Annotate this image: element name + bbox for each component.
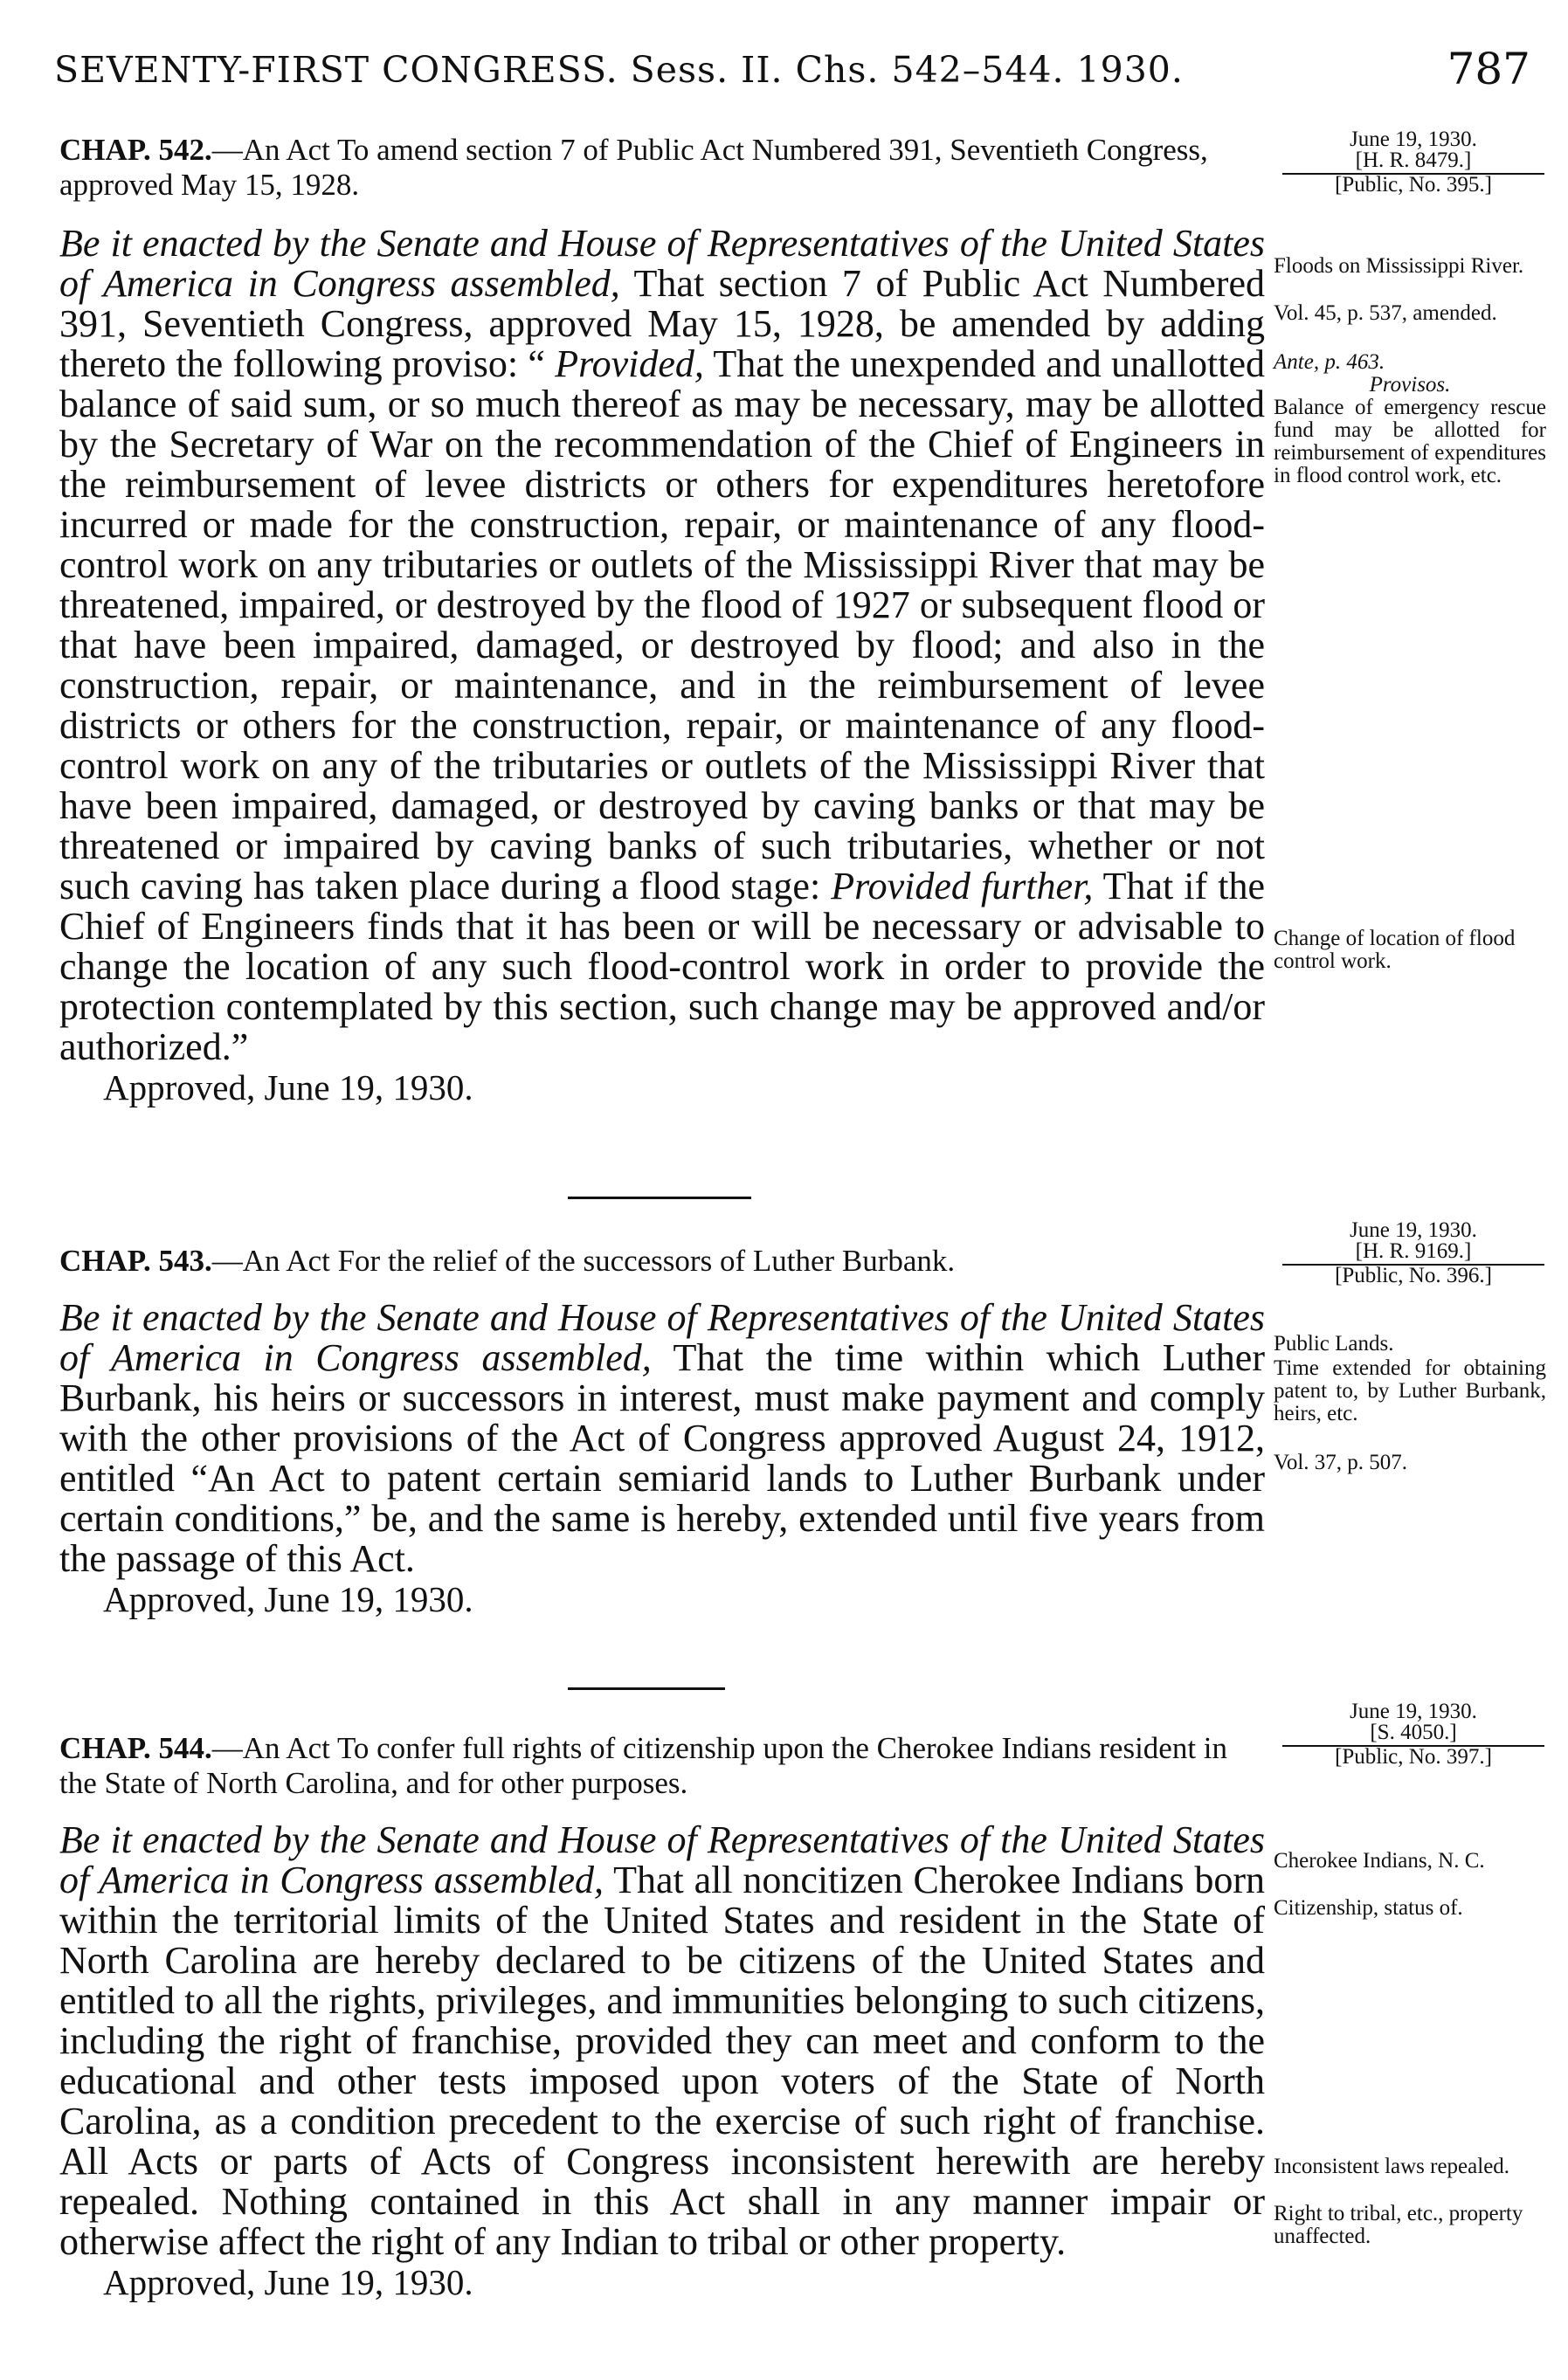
chap-544-date: June 19, 1930.	[1350, 1700, 1477, 1723]
chap-542-title: —An Act To amend section 7 of Public Act Numbered 391, Seventieth Congress, approved May 15, 1928.	[59, 133, 1208, 202]
chap-543-public: [Public, No. 396.]	[1335, 1264, 1492, 1287]
chap-542-bill: [H. R. 8479.]	[1282, 150, 1544, 175]
chap-542-body-part3: That if the Chief of Engineers finds that it has been or will be necessary or advisable to change the location of any such flood-control work in order to provide the protection contemplated by this section, such change may be approved and/or authorized.”	[59, 865, 1266, 1068]
chap-544-bill: [S. 4050.]	[1282, 1722, 1544, 1747]
chap-543-approved: Approved, June 19, 1930.	[103, 1579, 473, 1619]
chap-544-label: CHAP. 544.	[59, 1731, 212, 1765]
chap-543-meta	[1282, 1220, 1544, 1287]
chap-542-note-floods: Floods on Mississippi River.	[1274, 254, 1524, 278]
chap-543-heading	[59, 1244, 1265, 1279]
running-head-title: SEVENTY-FIRST CONGRESS. Sess. II. Chs. 542–544. 1930.	[54, 49, 1184, 91]
chap-544-public: [Public, No. 397.]	[1335, 1745, 1492, 1769]
chap-544-note-cherokee: Cherokee Indians, N. C.	[1274, 1849, 1485, 1873]
section-divider-1	[568, 1197, 751, 1199]
chap-542-note-ante: Ante, p. 463.	[1274, 350, 1385, 374]
chap-544-note-inconsistent: Inconsistent laws repealed.	[1274, 2155, 1510, 2178]
chap-542-note-vol: Vol. 45, p. 537, amended.	[1274, 301, 1497, 325]
chap-542-body-part2: That the unexpended and unallotted balance of said sum, or so much thereof as may be necessary, may be allotted by the Secretary of War on the recommendation of the Chief of Engineers in the reimbursement of levee districts or others for expenditures heretofore incurred or made for the construction, repair, or maintenance of any flood-control work on any tributaries or outlets of the Mississippi River that may be threatened, impaired, or destroyed by the flood of 1927 or subsequent flood or that have been impaired, damaged, or destroyed by flood; and also in the construction, repair, or maintenance, and in the reimbursement of levee districts or others for the construction, repair, or maintenance of any flood-control work on any of the tributaries or outlets of the Mississippi River that have been impaired, damaged, or destroyed by caving banks or that may be threatened or impaired by caving banks of such tributaries, whether or not such caving has taken place during a flood stage:	[59, 342, 1265, 907]
chap-544-title: —An Act To confer full rights of citizenship upon the Cherokee Indians resident in the State of North Carolina, and for other purposes.	[59, 1731, 1228, 1800]
chap-543-body-text: That the time within which Luther Burbank, his heirs or successors in interest, must make payment and comply with the other provisions of the Act of Congress approved August 24, 1912, entitled “An Act to patent certain semiarid lands to Luther Burbank under certain conditions,” be, and the same is hereby, extended until five years from the passage of this Act.	[59, 1336, 1265, 1580]
chap-542-approved: Approved, June 19, 1930.	[103, 1067, 473, 1107]
chap-543-bill: [H. R. 9169.]	[1282, 1241, 1544, 1266]
section-divider-2	[568, 1687, 725, 1690]
chap-542-note-provisos: Provisos.	[1369, 373, 1451, 397]
chap-544-body	[59, 1820, 1265, 2302]
chap-542-note-change: Change of location of flood control work.	[1274, 927, 1516, 973]
chap-543-label: CHAP. 543.	[59, 1244, 212, 1278]
page-number: 787	[1447, 44, 1530, 94]
chap-544-meta	[1282, 1701, 1544, 1768]
chap-542-provided-further: Provided further,	[831, 865, 1094, 907]
chap-544-body-text: That all noncitizen Cherokee Indians born within the territorial limits of the United States and resident in the State of North Carolina are hereby declared to be citizens of the United States and entitled to all the rights, privileges, and immunities belonging to such citizens, including the right of franchise, provided they can meet and conform to the educational and other tests imposed upon voters of the State of North Carolina, as a condition precedent to the exercise of such right of franchise. All Acts or parts of Acts of Congress inconsistent herewith are hereby repealed. Nothing contained in this Act shall in any manner impair or otherwise affect the right of any Indian to tribal or other property.	[59, 1859, 1265, 2263]
chap-542-meta	[1282, 129, 1544, 196]
chap-543-date: June 19, 1930.	[1350, 1218, 1477, 1242]
chap-542-date: June 19, 1930.	[1350, 128, 1477, 151]
chap-542-text	[59, 224, 1265, 1067]
chap-544-enacting-clause: Be it enacted by the Senate and House of Representatives of the United States of America in Congress assembled,	[59, 1818, 1265, 1901]
chap-543-note-time: Time extended for obtaining patent to, by Luther Burbank, heirs, etc.	[1274, 1356, 1546, 1425]
chap-542-label: CHAP. 542.	[59, 133, 212, 167]
chap-543-note-vol: Vol. 37, p. 507.	[1274, 1451, 1408, 1474]
chap-543-text	[59, 1298, 1265, 1579]
chap-542-body	[59, 224, 1265, 1107]
chap-544-note-right: Right to tribal, etc., property unaffected.	[1274, 2202, 1523, 2248]
chap-542-heading	[59, 133, 1265, 203]
chap-542-note-balance: Balance of emergency rescue fund may be allotted for reimbursement of expenditures in flood control work, etc.	[1274, 396, 1546, 487]
chap-544-text	[59, 1820, 1265, 2262]
chap-544-heading	[59, 1731, 1265, 1801]
chap-542-provided: Provided,	[555, 342, 704, 385]
chap-543-note-lands: Public Lands.	[1274, 1332, 1394, 1356]
chap-544-approved: Approved, June 19, 1930.	[103, 2262, 473, 2302]
chap-543-enacting-clause: Be it enacted by the Senate and House of Representatives of the United States of America in Congress assembled,	[59, 1296, 1265, 1379]
running-head	[54, 44, 1539, 105]
chap-542-body-part1: That section 7 of Public Act Numbered 391, Seventieth Congress, approved May 15, 1928, be amended by adding thereto the following proviso: “	[59, 262, 1265, 385]
chap-543-title: —An Act For the relief of the successors of Luther Burbank.	[211, 1244, 956, 1278]
chap-543-body	[59, 1298, 1265, 1619]
chap-542-public: [Public, No. 395.]	[1335, 173, 1492, 197]
chap-544-note-citizenship: Citizenship, status of.	[1274, 1896, 1463, 1920]
chap-542-enacting-clause: Be it enacted by the Senate and House of Representatives of the United States of America in Congress assembled,	[59, 222, 1265, 305]
